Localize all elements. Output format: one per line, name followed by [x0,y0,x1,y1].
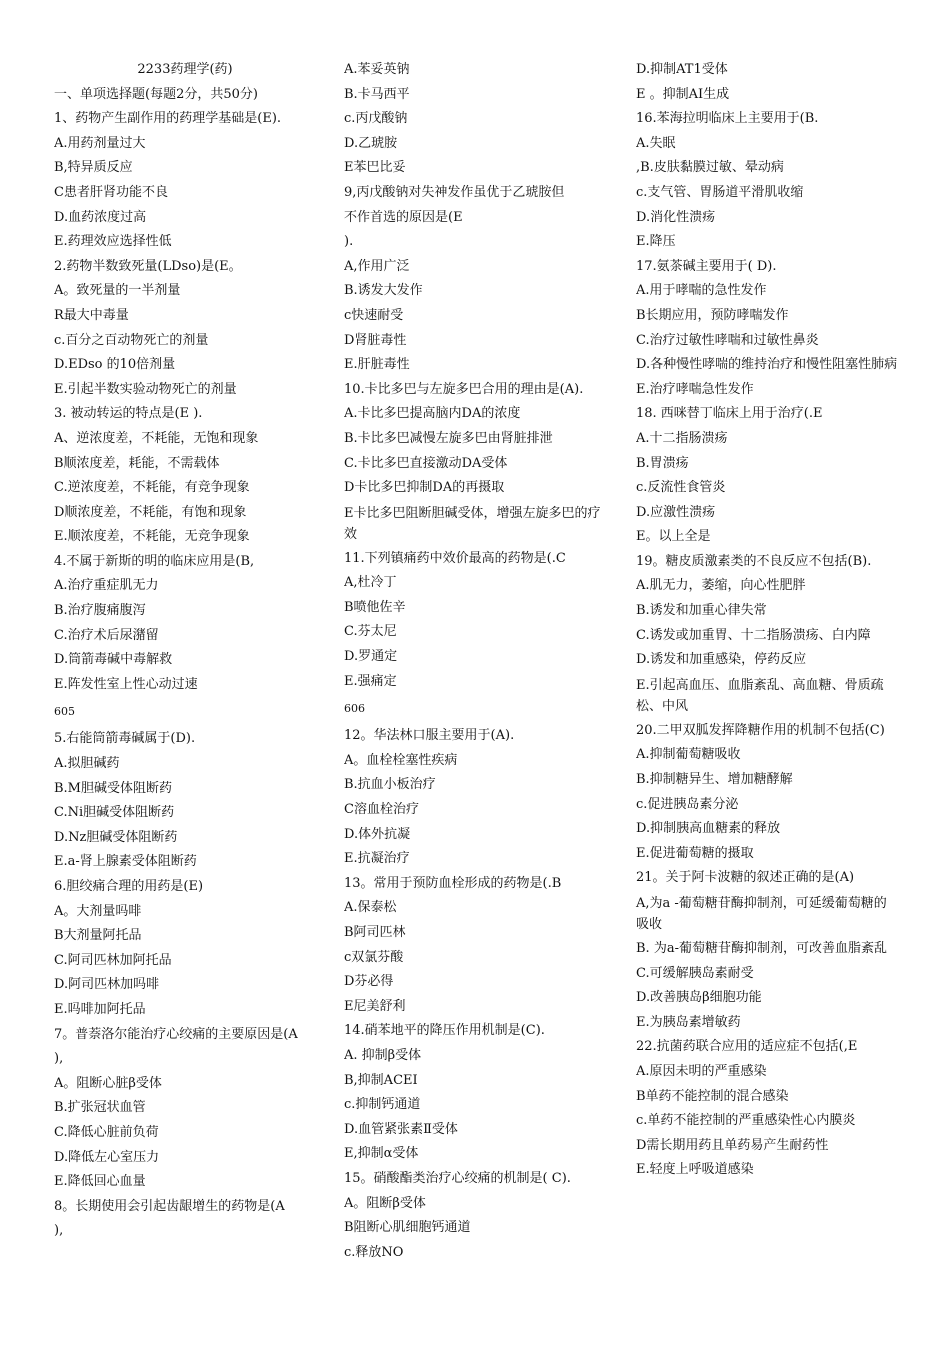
text-line: B.抑制糖异生、增加糖酵解 [636,772,793,788]
text-line: D.罗通定 [344,649,398,665]
text-line: B大剂量阿托品 [54,928,142,944]
text-line: c.单药不能控制的严重感染性心内膜炎 [636,1113,856,1129]
text-line: D.诱发和加重感染，停药反应 [636,652,807,668]
text-line: E.顺浓度差，不耗能，无竞争现象 [54,529,250,545]
text-line: 13。常用于预防血栓形成的药物是(.B [344,875,562,891]
text-line: A.失眠 [636,135,676,151]
text-line: B,特异质反应 [54,160,133,176]
text-line: D顺浓度差，不耗能，有饱和现象 [54,504,247,520]
text-line: 14.硝苯地平的降压作用机制是(C). [344,1023,545,1039]
text-line: 9,丙戊酸钠对失神发作虽优于乙琥胺但 [344,184,565,200]
page-number: 606 [344,702,365,716]
text-line: D.筒箭毒碱中毒解救 [54,652,173,668]
text-line: E.肝脏毒性 [344,357,410,373]
text-line: 5.右能筒箭毒碱属于(D). [54,731,196,747]
text-line: ), [54,1051,64,1067]
text-line: E.阵发性室上性心动过速 [54,676,198,692]
text-line: ,B.皮肤黏膜过敏、晕动病 [636,160,784,176]
text-line: C.可缓解胰岛素耐受 [636,965,754,981]
text-line: A。致死量的一半剂量 [54,283,181,299]
text-line: c.促进胰岛素分泌 [636,796,739,812]
text-line: E.治疗哮喘急性发作 [636,381,754,397]
text-line: E 。抑制AI生成 [636,86,730,102]
text-line: C.阿司匹林加阿托品 [54,952,172,968]
text-line: A、逆浓度差，不耗能，无饱和现象 [54,430,259,446]
text-line: D.抑制胰高血糖素的释放 [636,821,781,837]
text-line: E.吗啡加阿托品 [54,1001,146,1017]
text-line: ). [344,234,354,250]
text-line: 10.卡比多巴与左旋多巴合用的理由是(A). [344,381,584,397]
text-line: C.诱发或加重胃、十二指肠溃疡、白内障 [636,627,871,643]
text-line: E卡比多巴阻断胆碱受体，增强左旋多巴的疗效 [344,505,601,542]
text-line: D.血管紧张素Ⅱ受体 [344,1121,458,1137]
text-line: E.药理效应选择性低 [54,234,172,250]
text-line: A。阻断β受体 [344,1195,426,1211]
text-line: 22.抗菌药联合应用的适应症不包括(,E [636,1039,858,1055]
text-line: ), [54,1223,64,1239]
text-line: D需长期用药且单药易产生耐药性 [636,1137,829,1153]
text-line: A.用于哮喘的急性发作 [636,283,767,299]
text-line: A.原因未明的严重感染 [636,1063,767,1079]
text-line: 3. 被动转运的特点是(E ). [54,406,203,422]
text-line: A.治疗重症肌无力 [54,578,159,594]
text-line: C.卡比多巴直接激动DA受体 [344,455,508,471]
text-line: C.逆浓度差，不耗能，有竞争现象 [54,480,250,496]
text-line: C.治疗过敏性哮喘和过敏性鼻炎 [636,332,819,348]
text-line: 8。长期使用会引起齿龈增生的药物是(A [54,1198,285,1214]
text-line: B喷他佐辛 [344,599,406,615]
text-line: 16.苯海拉明临床上主要用于(B. [636,111,819,127]
text-line: C.治疗术后尿潴留 [54,627,159,643]
text-line: c.支气管、胃肠道平滑肌收缩 [636,184,804,200]
text-column-left [54,58,316,1244]
text-line: A,为a -葡萄糖苷酶抑制剂，可延缓葡萄糖的吸收 [636,896,887,932]
text-line: E.引起高血压、血脂紊乱、高血糖、骨质疏松、中风 [636,677,884,714]
text-line: C溶血栓治疗 [344,802,419,818]
text-line: 12。华法林口服主要用于(A). [344,728,515,744]
text-line: E。以上全是 [636,529,711,545]
text-line: E.抗凝治疗 [344,851,410,867]
text-line: D.降低左心室压力 [54,1149,160,1165]
text-line: C.Ni胆碱受体阻断药 [54,805,175,821]
text-line: A. 抑制β受体 [344,1047,422,1063]
text-line: A.保泰松 [344,900,397,916]
text-line: A.用药剂量过大 [54,135,146,151]
text-line: A.拟胆碱药 [54,756,120,772]
text-line: 18. 西咪替丁临床上用于治疗(.E [636,406,823,422]
text-line: C.芬太尼 [344,624,397,640]
text-line: D.阿司匹林加吗啡 [54,977,160,993]
text-line: B.诱发大发作 [344,283,423,299]
text-line: c.抑制钙通道 [344,1097,421,1113]
text-line: B阻断心肌细胞钙通道 [344,1220,471,1236]
text-line: B顺浓度差，耗能，不需载体 [54,455,220,471]
text-line: D.改善胰岛β细胞功能 [636,990,762,1006]
text-column-right [636,58,898,1183]
text-line: 1、药物产生副作用的药理学基础是(E). [54,111,282,127]
text-line: B.胃溃疡 [636,455,689,471]
text-line: D.各种慢性哮喘的维持治疗和慢性阻塞性肺病 [636,357,898,373]
text-line: A.肌无力，萎缩，向心性肥胖 [636,578,806,594]
text-line: B.抗血小板治疗 [344,777,436,793]
text-line: B.治疗腹痛腹泻 [54,603,146,619]
text-line: c快速耐受 [344,307,404,323]
text-line: 7。普萘洛尔能治疗心绞痛的主要原因是(A [54,1026,298,1042]
text-line: 2.药物半数致死量(LDso)是(E。 [54,258,242,274]
text-line: D.乙琥胺 [344,135,398,151]
text-line: 20.二甲双胍发挥降糖作用的机制不包括(C) [636,722,885,738]
text-line: C患者肝肾功能不良 [54,184,168,200]
text-line: E.为胰岛素增敏药 [636,1014,741,1030]
text-line: 17.氨茶碱主要用于( D). [636,258,777,274]
text-line: D肾脏毒性 [344,332,407,348]
text-line: A。大剂量吗啡 [54,903,142,919]
page-number: 605 [54,705,75,719]
text-line: B,抑制ACEI [344,1072,418,1088]
text-line: E.降低回心血量 [54,1174,146,1190]
text-line: E.促进葡萄糖的摄取 [636,845,754,861]
text-line: 21。关于阿卡波糖的叙述正确的是(A) [636,870,855,886]
text-line: c.百分之百动物死亡的剂量 [54,332,209,348]
text-line: B.卡比多巴减慢左旋多巴由肾脏排泄 [344,430,553,446]
text-line: E,抑制α受体 [344,1146,419,1162]
text-line: c.释放NO [344,1244,404,1260]
text-line: D.抑制AT1受体 [636,62,728,77]
text-line: B单药不能控制的混合感染 [636,1088,789,1104]
document-title: 2233药理学(药) [137,62,233,77]
text-line: B. 为a-葡萄糖苷酶抑制剂，可改善血脂紊乱 [636,941,887,956]
text-line: 一、单项选择题(每题2分，共50分) [54,86,258,102]
text-line: D.体外抗凝 [344,826,411,842]
text-line: E.a-肾上腺素受体阻断药 [54,854,197,870]
text-line: D芬必得 [344,974,394,990]
text-line: B.诱发和加重心律失常 [636,603,767,619]
text-line: c.丙戊酸钠 [344,111,408,127]
text-line: c双氯芬酸 [344,949,404,965]
text-line: E.轻度上呼吸道感染 [636,1162,754,1178]
text-line: D.Nz胆碱受体阻断药 [54,829,178,845]
text-line: D.消化性溃疡 [636,209,716,225]
text-line: 15。硝酸酯类治疗心绞痛的机制是( C). [344,1170,571,1186]
text-line: B.M胆碱受体阻断药 [54,780,172,796]
text-line: A.卡比多巴提高脑内DA的浓度 [344,406,521,422]
text-line: A.十二指肠溃疡 [636,430,728,446]
text-line: E.强痛定 [344,673,397,689]
text-column-middle [344,58,606,1265]
text-line: A。阻断心脏β受体 [54,1075,162,1091]
text-line: C.降低心脏前负荷 [54,1124,159,1140]
text-line: E.降压 [636,234,676,250]
text-line: B长期应用，预防哮喘发作 [636,307,789,323]
text-line: D.血药浓度过高 [54,209,147,225]
text-line: B.卡马西平 [344,86,410,102]
text-line: 11.下列镇痛药中效价最高的药物是(.C [344,550,566,566]
text-line: D卡比多巴抑制DA的再摄取 [344,480,505,496]
text-line: 19。糖皮质激素类的不良反应不包括(B). [636,553,872,569]
text-line: E苯巴比妥 [344,160,406,176]
text-line: 6.胆绞痛合理的用药是(E) [54,879,204,894]
text-line: D.EDso 的10倍剂量 [54,357,176,373]
text-line: B.扩张冠状血管 [54,1100,146,1116]
text-line: 4.不属于新斯的明的临床应用是(B, [54,553,255,569]
text-line: A,作用广泛 [344,258,410,274]
text-line: A.苯妥英钠 [344,62,410,77]
text-line: 不作首选的原因是(E [344,209,463,225]
text-line: E尼美舒利 [344,998,406,1014]
text-line: B阿司匹林 [344,925,406,940]
text-line: c.反流性食管炎 [636,480,726,496]
text-line: A.抑制葡萄糖吸收 [636,747,741,763]
text-line: A。血栓栓塞性疾病 [344,752,458,768]
text-line: E.引起半数实验动物死亡的剂量 [54,381,237,397]
text-line: A,杜冷丁 [344,575,397,591]
text-line: D.应激性溃疡 [636,504,716,520]
text-line: R最大中毒量 [54,307,129,323]
